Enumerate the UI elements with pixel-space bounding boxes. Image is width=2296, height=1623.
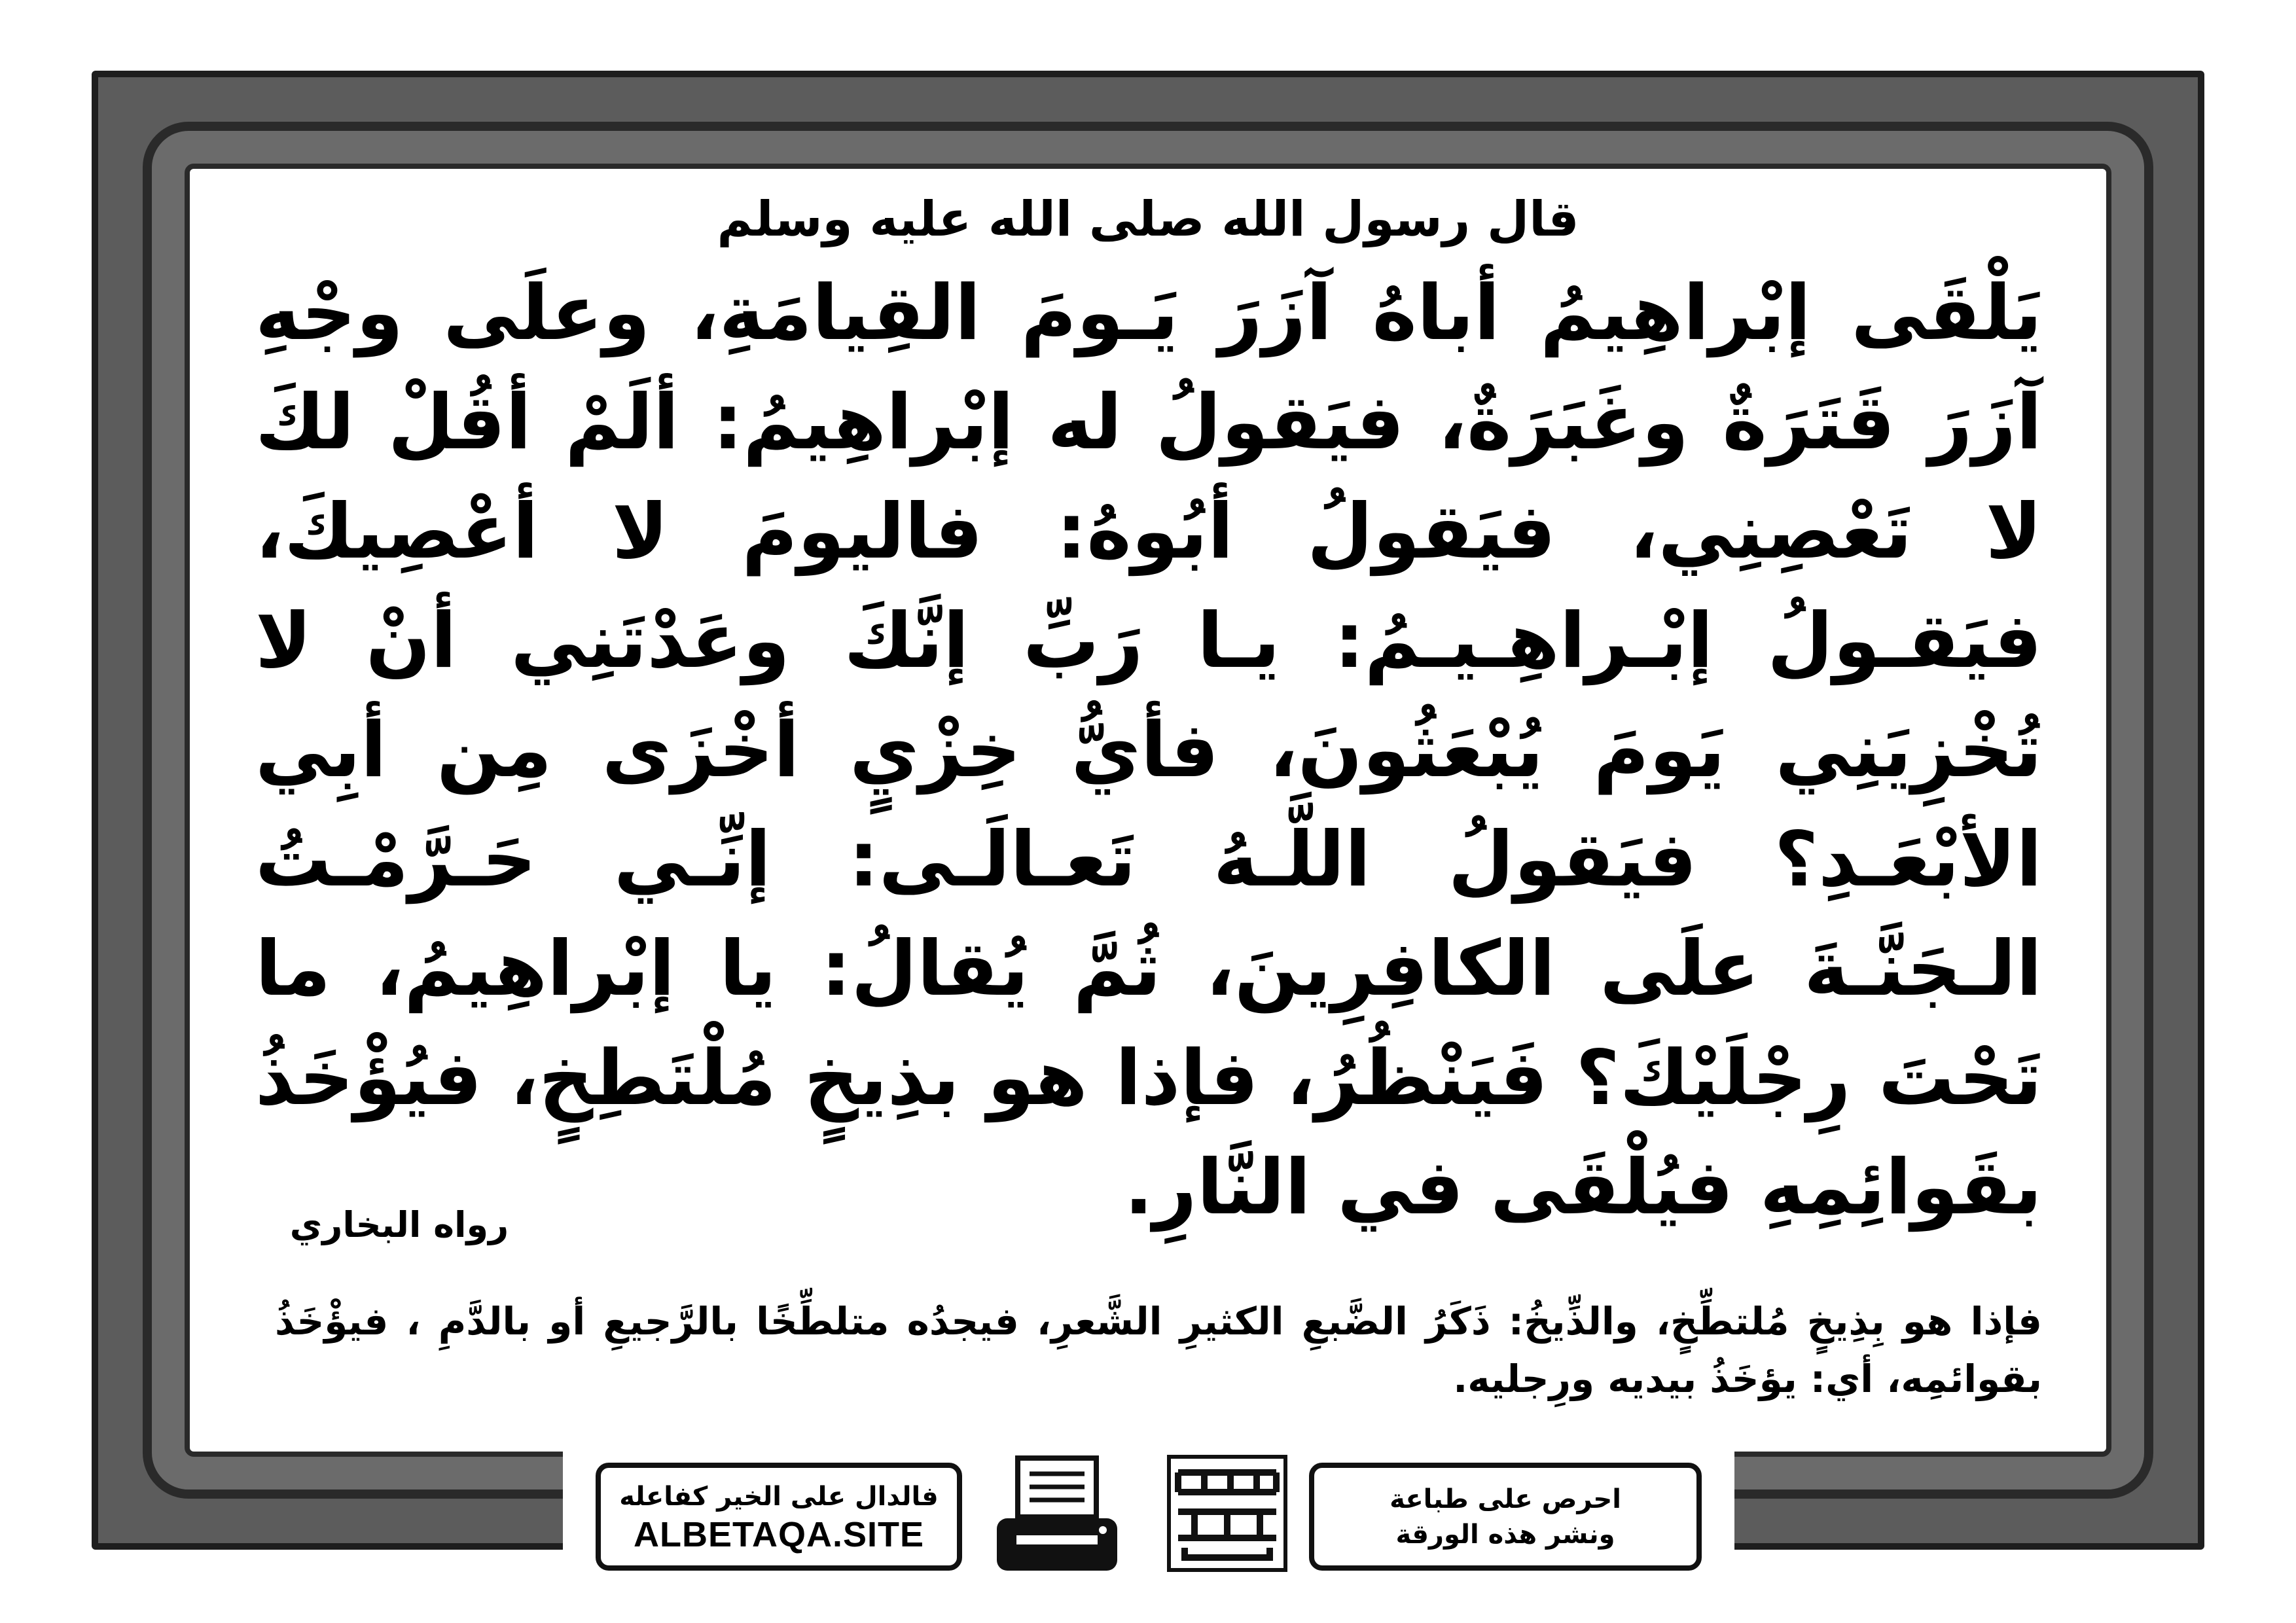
- site-link[interactable]: ALBETAQA.SITE: [634, 1514, 924, 1554]
- page-title: قال رسول الله صلى الله عليه وسلم: [717, 191, 1579, 247]
- footer-motto: فالدال على الخير كفاعله: [619, 1481, 939, 1512]
- footer-reminder-line1: احرص على طباعة: [1390, 1484, 1621, 1514]
- hadith-text: يَلْقَى إبْراهِيمُ أباهُ آزَرَ يَـومَ القِيامَةِ، وعلَى وجْهِ آزَرَ قَتَرَةٌ وغَبَرَةٌ، فيَقولُ له إبْراهِيمُ: ألَمْ أقُلْ لكَ لا تَعْصِنِي، فيَقولُ أبُوهُ: فاليومَ لا أعْصِيكَ، فيَقـولُ إبْـراهِـيـمُ: يـا رَبِّ إنَّكَ وعَدْتَنِي أنْ لا تُخْزِيَنِي يَومَ يُبْعَثُونَ، فأيُّ خِزْيٍ أخْزَى مِن أبِي الأبْعَـدِ؟ فيَقولُ اللَّـهُ تَعـالَـى: إنِّـي حَـرَّمْـتُ الـجَنَّـةَ علَى الكافِرِينَ، ثُمَّ يُقالُ: يا إبْراهِيمُ، ما تَحْتَ رِجْلَيْكَ؟ فَيَنْظُرُ، فإذا هو بذِيخٍ مُلْتَطِخٍ، فيُؤْخَذُ بقَوائِمِهِ فيُلْقَى في النَّارِ.: [255, 269, 2042, 1232]
- footer-reminder-line2: ونشر هذه الورقة: [1395, 1519, 1615, 1550]
- footer-site-box: [596, 1463, 962, 1571]
- logo-icon: [1165, 1453, 1289, 1574]
- hadith-source: رواه البخاري: [289, 1204, 509, 1245]
- printer-icon: [992, 1453, 1122, 1577]
- explanation-text: فإذا هو بِذِيخٍ مُلتطِّخٍ، والذِّيخُ: ذَكَرُ الضَّبعِ الكثيرِ الشَّعرِ، فيجدُه متلطِّخًا بالرَّجيعِ أو بالدَّمِ ، فيؤْخَذُ بقوائمِه، أي: يؤخَذُ بيديه ورِجليه.: [275, 1299, 2042, 1401]
- footer-print-reminder: [1309, 1463, 1702, 1571]
